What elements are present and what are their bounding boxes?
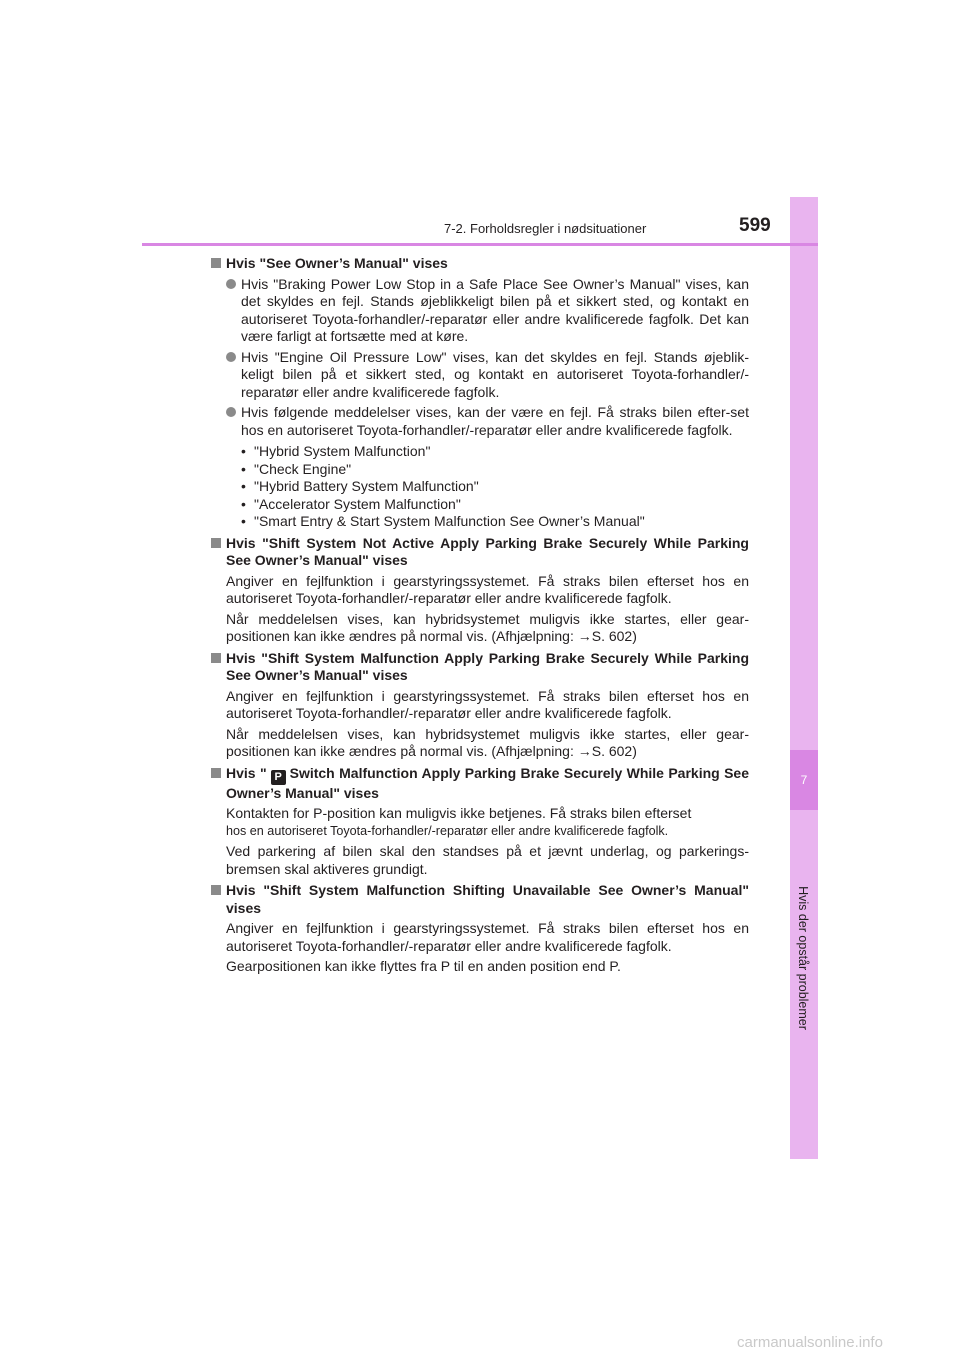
list-item: • "Hybrid Battery System Malfunction" — [241, 478, 749, 496]
paragraph: Kontakten for P-position kan muligvis ikke betjenes. Få straks bilen efterset — [226, 805, 692, 821]
warning-message-list — [211, 443, 749, 531]
section-heading: Hvis "Shift System Not Active Apply Parking Brake Securely While Parking See Owner’s Manual" vises — [211, 535, 749, 570]
square-bullet-icon — [211, 885, 221, 895]
list-item: • "Accelerator System Malfunction" — [241, 496, 749, 514]
bullet-paragraph: Hvis "Braking Power Low Stop in a Safe Place See Owner’s Manual" vises, kan det skyldes en fejl. Stands øjeblikkeligt bilen på et sikkert sted, og kontakt en autoriseret Toyota-forhandler/-reparatør eller andre kvalificerede fagfolk. Det kan være farligt at fortsætte med at køre. — [211, 276, 749, 346]
chapter-title-vertical: Hvis der opstår problemer — [796, 886, 810, 1030]
header-divider — [142, 243, 818, 246]
paragraph: Gearpositionen kan ikke flyttes fra P til en anden position end P. — [226, 958, 621, 974]
paragraph: Ved parkering af bilen skal den standses på et jævnt underlag, og parkerings-bremsen skal aktiveres grundigt. — [226, 843, 749, 877]
round-bullet-icon — [226, 407, 236, 417]
list-item: • "Smart Entry & Start System Malfunction See Owner’s Manual" — [241, 513, 749, 531]
page-content — [211, 254, 749, 976]
bullet-paragraph: Hvis "Engine Oil Pressure Low" vises, kan det skyldes en fejl. Stands øjeblik-keligt bilen på et sikkert sted, og kontakt en autoriseret Toyota-forhandler/-reparatør eller andre kvalificerede fagfolk. — [211, 349, 749, 402]
chapter-number-box — [790, 750, 818, 810]
paragraph: Angiver en fejlfunktion i gearstyringssystemet. Få straks bilen efterset hos en autoriseret Toyota-forhandler/-reparatør eller andre kvalificerede fagfolk. — [226, 920, 749, 954]
round-bullet-icon — [226, 352, 236, 362]
round-bullet-icon — [226, 279, 236, 289]
square-bullet-icon — [211, 768, 221, 778]
section-header-title: 7-2. Forholdsregler i nødsituationer — [444, 221, 647, 236]
chapter-number: 7 — [800, 773, 808, 787]
square-bullet-icon — [211, 653, 221, 663]
paragraph: Angiver en fejlfunktion i gearstyringssystemet. Få straks bilen efterset hos en autoriseret Toyota-forhandler/-reparatør eller andre kvalificerede fagfolk. — [226, 572, 749, 606]
paragraph: Angiver en fejlfunktion i gearstyringssystemet. Få straks bilen efterset hos en autoriseret Toyota-forhandler/-reparatør eller andre kvalificerede fagfolk. — [226, 687, 749, 721]
paragraph: Når meddelelsen vises, kan hybridsystemet muligvis ikke startes, eller gear-positionen kan ikke ændres på normal vis. (Afhjælpning: →S. 602) — [226, 725, 749, 759]
paragraph: hos en autoriseret Toyota-forhandler/-reparatør eller andre kvalificerede fagfolk. — [226, 823, 669, 838]
section-heading: Hvis " P Switch Malfunction Apply Parking Brake Securely While Parking See Owner’s Manual" vises — [211, 765, 749, 803]
bullet-paragraph: Hvis følgende meddelelser vises, kan der være en fejl. Få straks bilen efter-set hos en autoriseret Toyota-forhandler/-reparatør eller andre kvalificerede fagfolk. — [211, 404, 749, 439]
square-bullet-icon — [211, 538, 221, 548]
square-bullet-icon — [211, 258, 221, 268]
watermark-logo: carmanualsonline.info — [737, 1334, 883, 1351]
section-heading: Hvis "Shift System Malfunction Apply Parking Brake Securely While Parking See Owner’s Manual" vises — [211, 650, 749, 685]
parking-p-icon: P — [271, 770, 286, 785]
paragraph: Når meddelelsen vises, kan hybridsystemet muligvis ikke startes, eller gear-positionen kan ikke ændres på normal vis. (Afhjælpning: →S. 602) — [226, 610, 749, 644]
list-item: • "Check Engine" — [241, 461, 749, 479]
section-heading: Hvis "Shift System Malfunction Shifting Unavailable See Owner’s Manual" vises — [211, 882, 749, 917]
section-heading: Hvis "See Owner’s Manual" vises — [211, 255, 749, 273]
page-number: 599 — [739, 215, 771, 236]
list-item: • "Hybrid System Malfunction" — [241, 443, 749, 461]
